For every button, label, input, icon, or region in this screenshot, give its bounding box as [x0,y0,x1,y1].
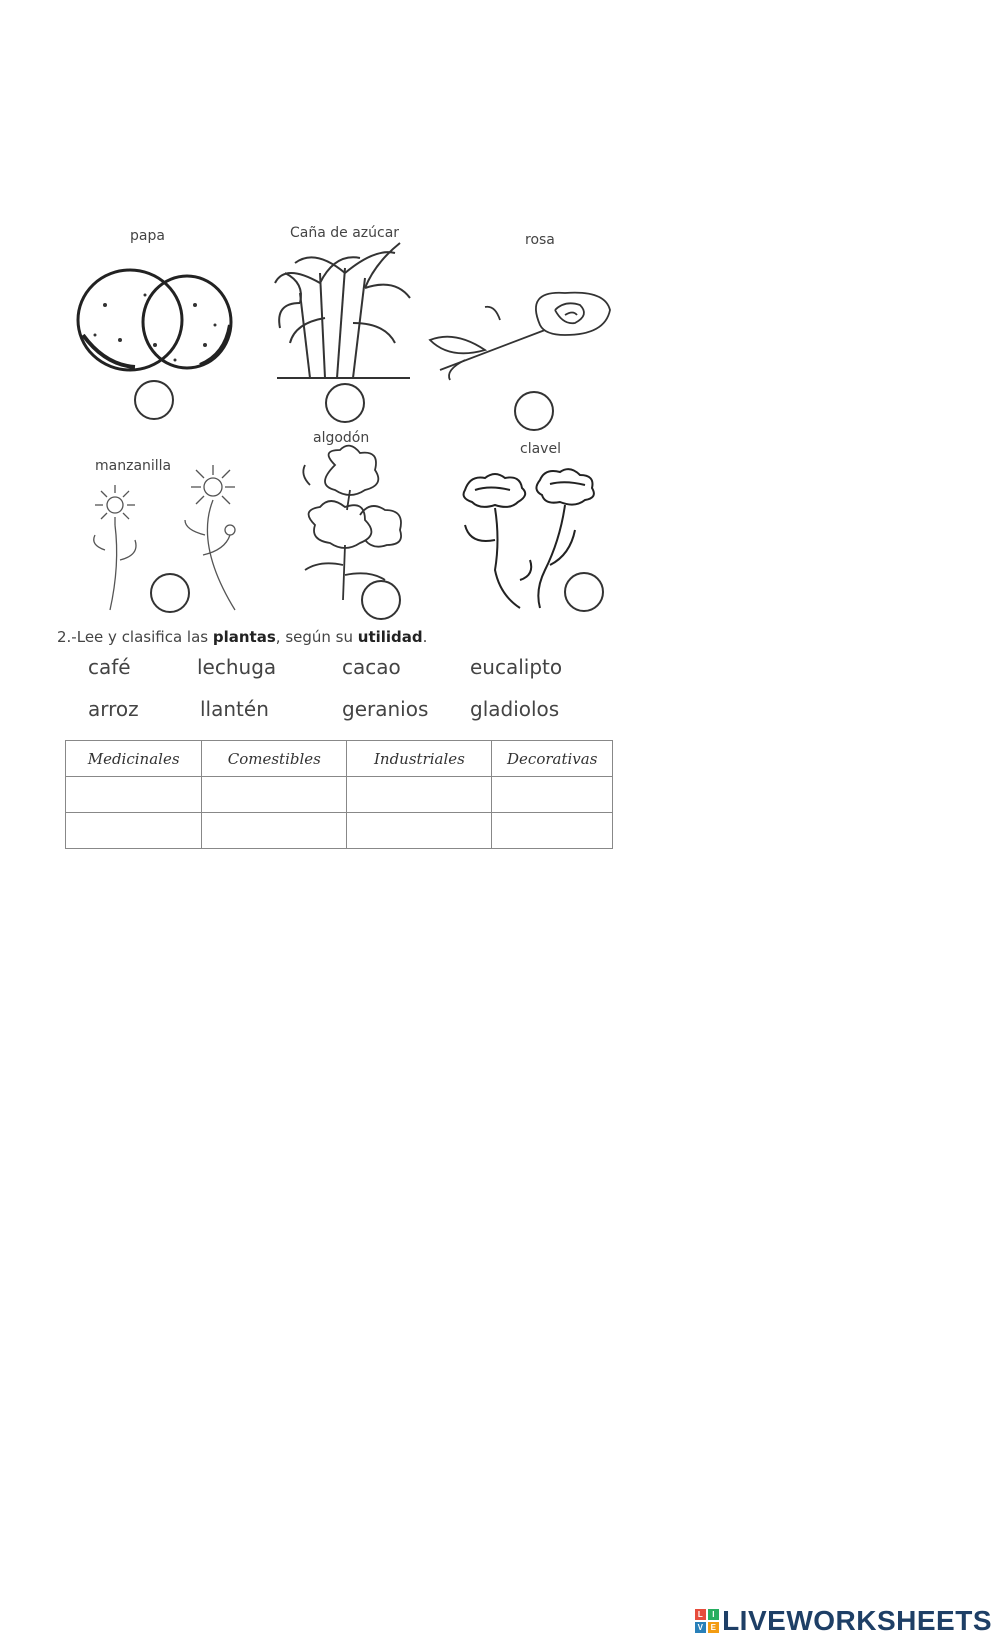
instruction-text [57,628,427,646]
answer-circle-cana[interactable] [325,383,365,423]
instruction-bold-utilidad: utilidad [357,628,423,646]
answer-cell-decorativas-1[interactable] [492,777,613,813]
logo-letter: V [695,1622,706,1633]
word-cafe: café [88,655,131,679]
answer-circle-algodon[interactable] [361,580,401,620]
sugarcane-illustration [275,243,415,383]
instruction-bold-plantas: plantas [212,628,276,646]
label-rosa: rosa [525,232,555,248]
logo-letter: L [695,1609,706,1620]
word-cacao: cacao [342,655,401,679]
answer-circle-clavel[interactable] [564,572,604,612]
word-arroz: arroz [88,697,139,721]
label-manzanilla: manzanilla [95,458,172,474]
word-lechuga: lechuga [197,655,277,679]
table-row [66,777,613,813]
answer-cell-decorativas-2[interactable] [492,813,613,849]
answer-circle-rosa[interactable] [514,391,554,431]
instruction-prefix: 2.-Lee y clasifica las [57,628,213,646]
table-header-row [66,741,613,777]
answer-cell-comestibles-2[interactable] [202,813,347,849]
table-row [66,813,613,849]
logo-grid-icon [695,1609,719,1633]
answer-cell-medicinales-1[interactable] [66,777,202,813]
liveworksheets-logo[interactable] [695,1605,992,1637]
answer-circle-manzanilla[interactable] [150,573,190,613]
header-decorativas: Decorativas [492,741,613,777]
word-geranios: geranios [342,697,429,721]
cotton-illustration [295,445,410,605]
brand-name: LIVEWORKSHEETS [722,1605,992,1636]
answer-cell-industriales-1[interactable] [347,777,492,813]
answer-circle-papa[interactable] [134,380,174,420]
potato-illustration [75,265,235,375]
header-comestibles: Comestibles [202,741,347,777]
label-cana: Caña de azúcar [290,225,400,241]
label-clavel: clavel [520,441,561,457]
logo-letter: E [708,1622,719,1633]
instruction-suffix: . [422,628,428,646]
classification-table [65,740,613,849]
word-llanten: llantén [200,697,269,721]
answer-cell-industriales-2[interactable] [347,813,492,849]
word-gladiolos: gladiolos [470,697,560,721]
logo-letter: I [708,1609,719,1620]
answer-cell-comestibles-1[interactable] [202,777,347,813]
header-medicinales: Medicinales [66,741,202,777]
rose-illustration [425,285,615,380]
answer-cell-medicinales-2[interactable] [66,813,202,849]
instruction-middle: , según su [275,628,358,646]
word-eucalipto: eucalipto [470,655,563,679]
label-papa: papa [130,228,165,244]
header-industriales: Industriales [347,741,492,777]
label-algodon: algodón [313,430,370,446]
